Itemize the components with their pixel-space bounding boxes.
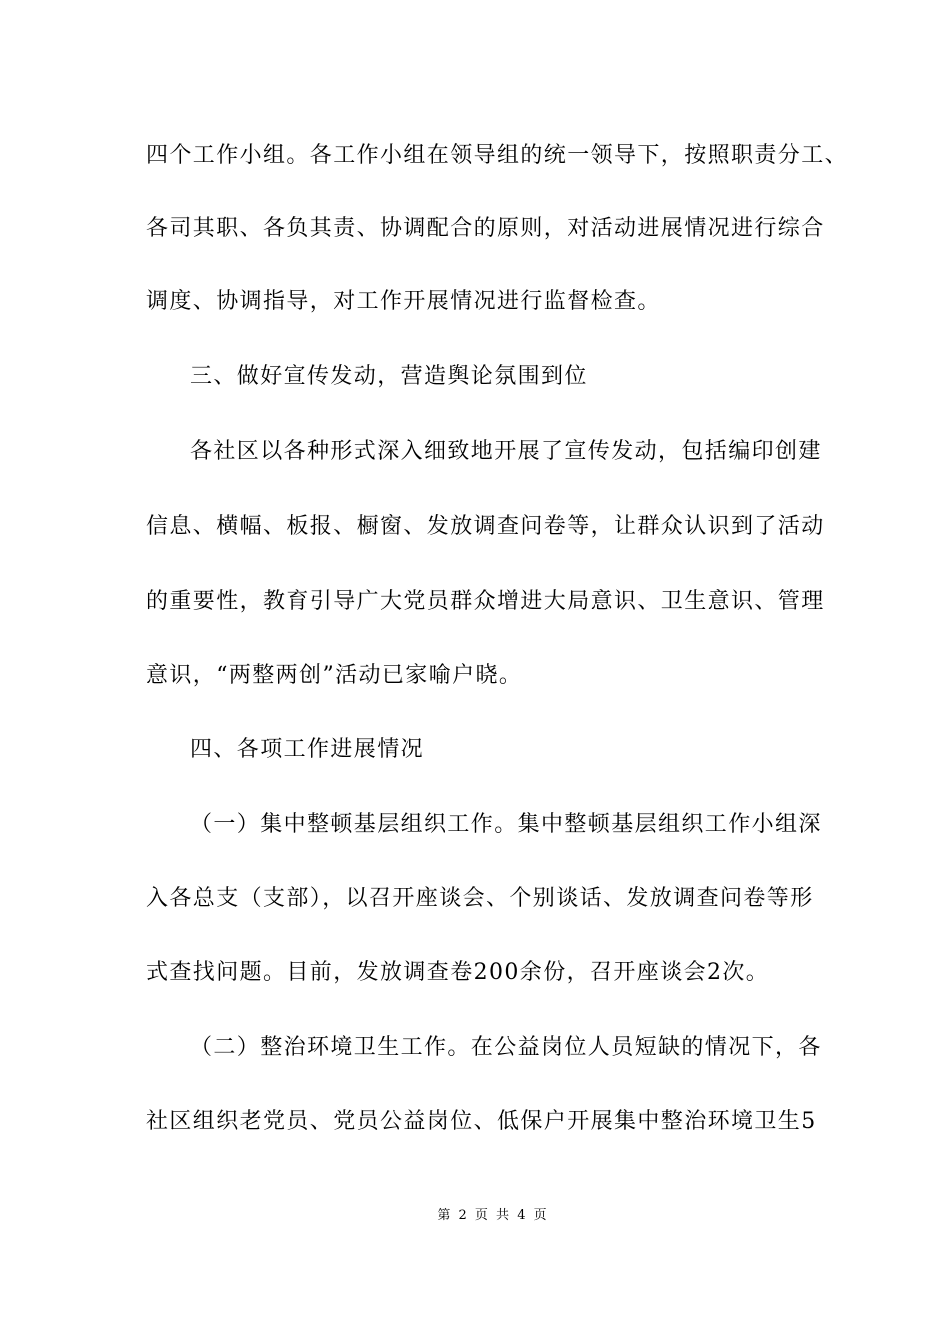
section-heading-3: 三、做好宣传发动，营造舆论氛围到位 — [190, 364, 588, 389]
body-line-12: 式查找问题。目前，发放调查卷200余份，召开座谈会2次。 — [146, 960, 770, 985]
body-line-14: 社区组织老党员、党员公益岗位、低保户开展集中整治环境卫生5 — [146, 1109, 817, 1134]
body-line-5: 各社区以各种形式深入细致地开展了宣传发动，包括编印创建 — [190, 439, 822, 464]
body-line-7: 的重要性，教育引导广大党员群众增进大局意识、卫生意识、管理 — [146, 589, 825, 614]
page-footer: 第 2 页 共 4 页 — [437, 1208, 549, 1223]
body-line-6: 信息、横幅、板报、橱窗、发放调查问卷等，让群众认识到了活动 — [146, 514, 825, 539]
section-heading-4: 四、各项工作进展情况 — [190, 737, 425, 762]
body-line-13: （二）整治环境卫生工作。在公益岗位人员短缺的情况下，各 — [190, 1035, 822, 1060]
body-line-8: 意识，“两整两创”活动已家喻户晓。 — [146, 663, 523, 688]
body-line-10: （一）集中整顿基层组织工作。集中整顿基层组织工作小组深 — [190, 812, 822, 837]
body-line-1: 四个工作小组。各工作小组在领导组的统一领导下，按照职责分工、 — [146, 143, 849, 168]
body-line-2: 各司其职、各负其责、协调配合的原则，对活动进展情况进行综合 — [146, 216, 825, 241]
body-line-11: 入各总支（支部），以召开座谈会、个别谈话、发放调查问卷等形 — [146, 886, 814, 911]
body-line-3: 调度、协调指导，对工作开展情况进行监督检查。 — [146, 289, 661, 314]
